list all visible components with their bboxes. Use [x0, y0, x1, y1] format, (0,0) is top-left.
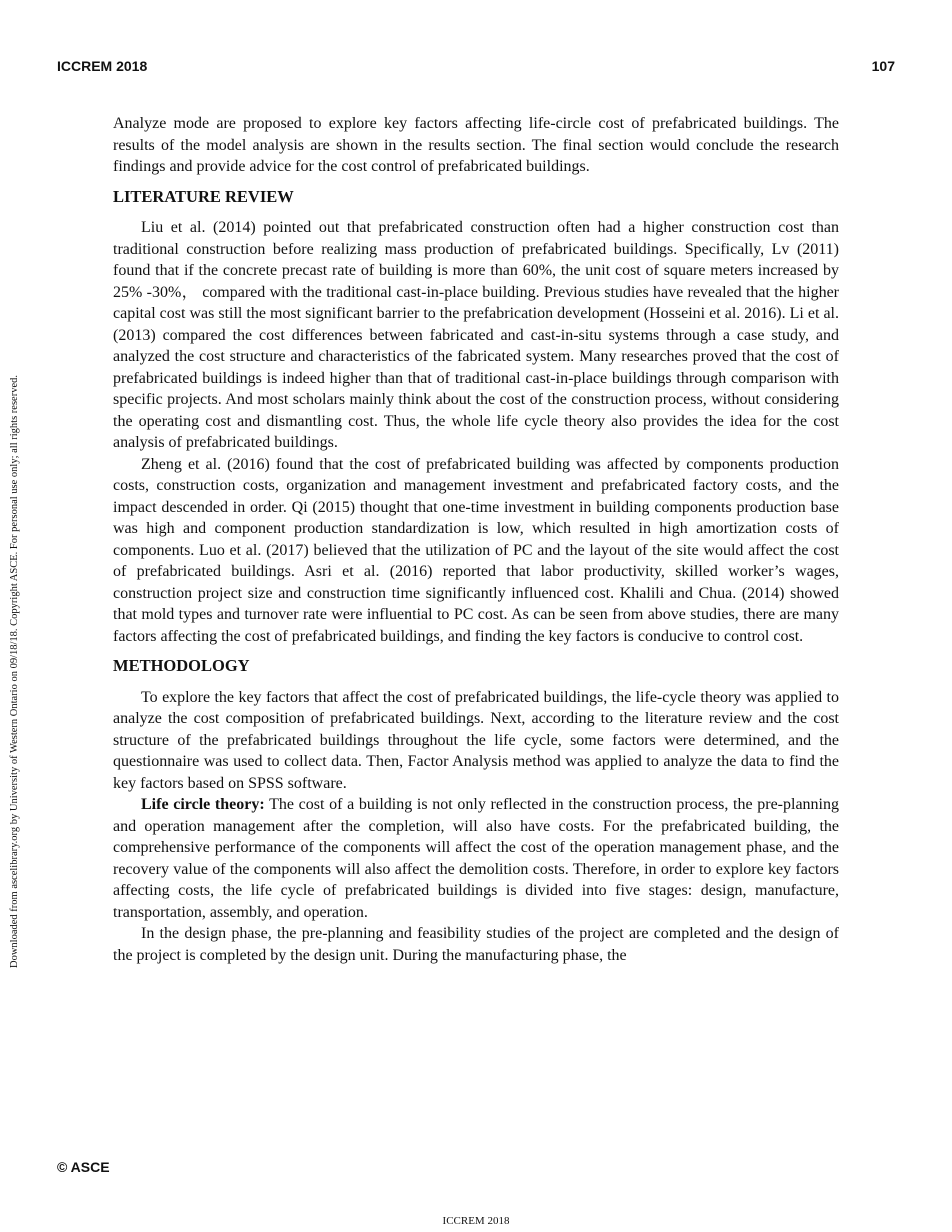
life-circle-paragraph [113, 794, 839, 923]
methodology-paragraph-1: To explore the key factors that affect the cost of prefabricated buildings, the life-cycle theory was applied to analyze the cost composition of prefabricated buildings. Next, according to the literature review and the cost structure of the prefabricated buildings throughout the life cycle, some factors were determined, and the questionnaire was used to collect data. Then, Factor Analysis method was applied to analyze the data to find the key factors based on SPSS software. [113, 688, 839, 792]
page-number: 107 [871, 58, 895, 74]
copyright-notice: © ASCE [57, 1159, 110, 1175]
literature-paragraph-1: Liu et al. (2014) pointed out that prefabricated construction often had a higher construction cost than traditional construction before realizing mass production of prefabricated buildings. Specifically, Lv (2011) found that if the concrete precast rate of building is more than 60%, the unit cost of square meters increased by 25% -30%， compared with the traditional cast-in-place building. Previous studies have revealed that the higher capital cost was still the most significant barrier to the prefabrication development (Hosseini et al. 2016). Li et al. (2013) compared the cost differences between fabricated and cast-in-situ systems through a case study, and analyzed the cost structure and characteristics of the fabricated system. Many researches proved that the cost of prefabricated buildings is indeed higher than that of traditional cast-in-place buildings through comparison with specific projects. And most scholars mainly think about the cost of the construction process, without considering the operating cost and dismantling cost. Thus, the whole life cycle theory also provides the idea for the cost analysis of prefabricated buildings. [113, 219, 839, 451]
body-text [113, 113, 839, 966]
footer-conference: ICCREM 2018 [442, 1215, 510, 1227]
methodology-heading: METHODOLOGY [113, 656, 250, 675]
intro-paragraph: Analyze mode are proposed to explore key factors affecting life-circle cost of prefabricated buildings. The results of the model analysis are shown in the results section. The final section would conclude the research findings and provide advice for the cost control of prefabricated buildings. [113, 115, 839, 175]
life-circle-label: Life circle theory: [141, 796, 265, 813]
methodology-paragraph-3: In the design phase, the pre-planning and feasibility studies of the project are completed and the design of the project is completed by the design unit. During the manufacturing phase, the [113, 925, 839, 964]
life-circle-text: The cost of a building is not only reflected in the construction process, the pre-planning and operation management after the completion, will also have costs. For the prefabricated building, the comprehensive performance of the components will affect the cost of the operation management phase, and the recovery value of the components will also affect the demolition costs. Therefore, in order to explore key factors affecting costs, the life cycle of prefabricated buildings is divided into five stages: design, manufacture, transportation, assembly, and operation. [113, 796, 839, 921]
download-notice: Downloaded from ascelibrary.org by University of Western Ontario on 09/18/18. Copyright ASCE. For personal use only; all rights reserved. [9, 375, 20, 968]
running-header-conference: ICCREM 2018 [57, 58, 148, 74]
literature-review-heading: LITERATURE REVIEW [113, 186, 294, 206]
literature-paragraph-2: Zheng et al. (2016) found that the cost of prefabricated building was affected by components production costs, construction costs, organization and management investment and prefabricated factory costs, and the impact descended in order. Qi (2015) thought that one-time investment in building components production base was high and component production standardization is low, which resulted in high amortization costs of components. Luo et al. (2017) believed that the utilization of PC and the layout of the site would affect the cost of prefabricated buildings. Asri et al. (2016) reported that labor productivity, skilled worker’s wages, construction project size and construction time significantly influenced cost. Khalili and Chua. (2014) showed that mold types and turnover rate were influential to PC cost. As can be seen from above studies, there are many factors affecting the cost of prefabricated buildings, and finding the key factors is conducive to control cost. [113, 455, 839, 645]
